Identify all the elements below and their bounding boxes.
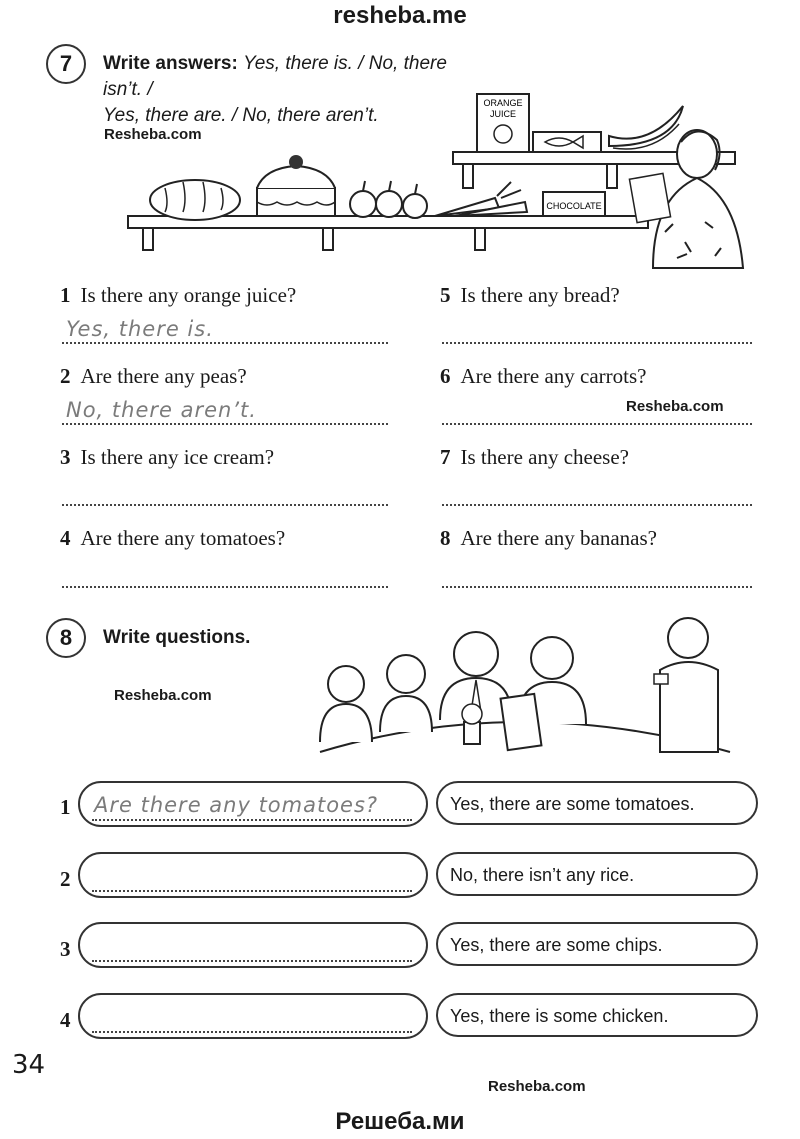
page-number: 34: [12, 1050, 46, 1080]
fish-tin: [533, 132, 601, 152]
row-3-number: 3: [60, 937, 71, 961]
exercise-7-examples-2: Yes, there are. / No, there aren’t.: [103, 105, 379, 126]
exercise-7-title: Write answers:: [103, 53, 238, 74]
carrots: [435, 182, 527, 216]
question-5: 5 Is there any bread?: [440, 283, 620, 307]
answer-1-text: Yes, there is.: [66, 317, 214, 341]
answer-bubble-4: [436, 993, 758, 1037]
answer-1-line[interactable]: [62, 342, 388, 344]
exercise-8-title: Write questions.: [103, 627, 251, 648]
question-bubble-1[interactable]: [78, 781, 428, 827]
menu-card: [501, 694, 542, 750]
answer-2-line[interactable]: [62, 423, 388, 425]
answer-2-text: No, there isn’t any rice.: [450, 865, 635, 885]
kitchen-shelf-illustration: [125, 92, 745, 272]
watermark: Resheba.com: [488, 1078, 586, 1095]
question-1: 1 Is there any orange juice?: [60, 283, 297, 307]
restaurant-illustration: [300, 612, 740, 762]
question-3: 3 Is there any ice cream?: [60, 445, 275, 469]
chocolate-bar: [543, 192, 605, 216]
question-7: 7 Is there any cheese?: [440, 445, 629, 469]
answer-bubble-2: [436, 852, 758, 896]
row-1-number: 1: [60, 795, 71, 819]
answer-4-text: Yes, there is some chicken.: [450, 1006, 669, 1026]
answer-7-line[interactable]: [442, 504, 752, 506]
exercise-7-examples-1: Yes, there is. / No, there isn’t. /: [103, 53, 447, 100]
answer-5-line[interactable]: [442, 342, 752, 344]
answer-6-line[interactable]: [442, 423, 752, 425]
answer-3-text: Yes, there are some chips.: [450, 935, 663, 955]
bread-loaf: [150, 180, 240, 220]
question-1-line: [92, 819, 412, 821]
row-4-number: 4: [60, 1008, 71, 1032]
answer-2-text: No, there aren’t.: [66, 398, 257, 422]
chocolate-label: CHOCOLATE: [546, 201, 602, 211]
bananas: [609, 106, 683, 149]
answer-bubble-1: [436, 781, 758, 825]
cake: [257, 155, 335, 216]
answer-bubble-3: [436, 922, 758, 966]
flower-vase: [462, 704, 482, 744]
site-footer: Решеба.ми: [335, 1108, 465, 1135]
question-3-line: [92, 960, 412, 962]
juice-label-2: JUICE: [489, 109, 517, 119]
boy: [380, 655, 432, 732]
juice-label-1: ORANGE: [483, 98, 523, 108]
watermark: Resheba.com: [114, 687, 212, 704]
question-bubble-3[interactable]: [78, 922, 428, 968]
apples: [350, 181, 427, 218]
watermark: Resheba.com: [626, 398, 724, 415]
question-bubble-2[interactable]: [78, 852, 428, 898]
answer-4-line[interactable]: [62, 586, 388, 588]
question-bubble-4[interactable]: [78, 993, 428, 1039]
orange-juice-carton: [477, 94, 529, 152]
waiter: [654, 618, 718, 752]
answer-8-line[interactable]: [442, 586, 752, 588]
question-2: 2 Are there any peas?: [60, 364, 247, 388]
exercise-7-number: 7: [46, 44, 86, 84]
site-header: resheba.me: [333, 2, 467, 29]
question-1-text: Are there any tomatoes?: [94, 793, 379, 817]
question-4: 4 Are there any tomatoes?: [60, 526, 286, 550]
watermark: Resheba.com: [104, 126, 202, 143]
girl: [320, 666, 372, 742]
row-2-number: 2: [60, 867, 71, 891]
answer-1-text: Yes, there are some tomatoes.: [450, 794, 695, 814]
question-2-line: [92, 890, 412, 892]
question-6: 6 Are there any carrots?: [440, 364, 647, 388]
exercise-8-number: 8: [46, 618, 86, 658]
shopkeeper-woman: [629, 130, 743, 268]
question-4-line: [92, 1031, 412, 1033]
answer-3-line[interactable]: [62, 504, 388, 506]
question-8: 8 Are there any bananas?: [440, 526, 657, 550]
